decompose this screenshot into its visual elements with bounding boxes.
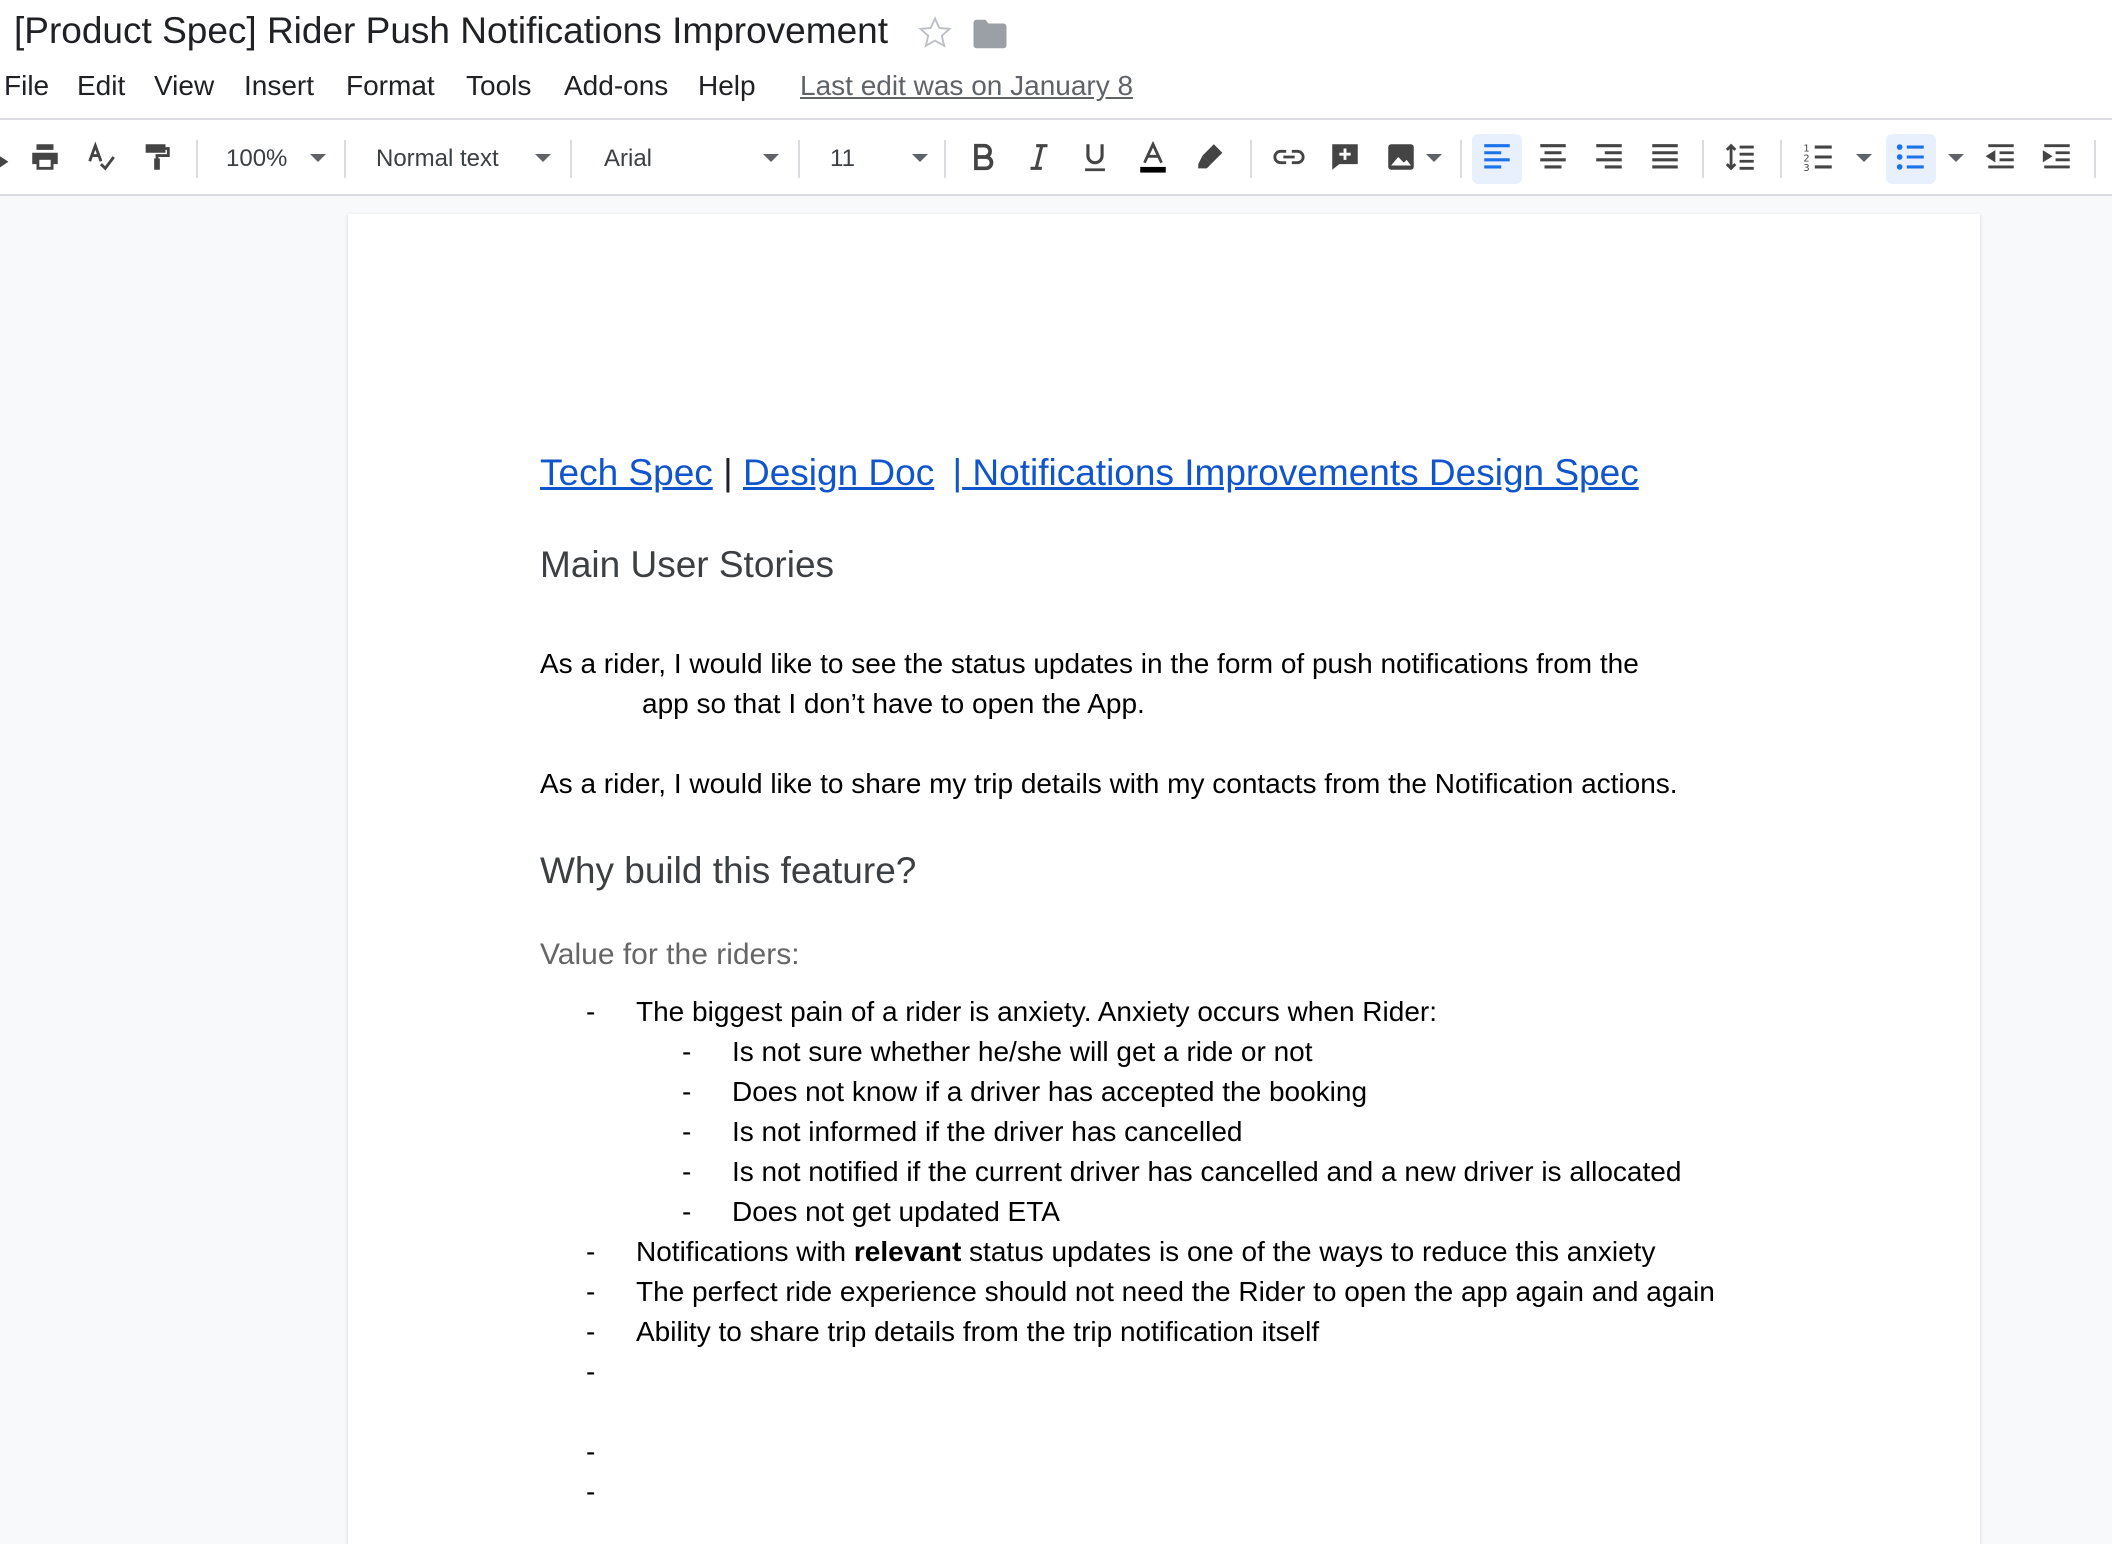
user-story-1-line-2: app so that I don’t have to open the App. [642,688,1145,719]
align-right-button[interactable] [1584,134,1634,184]
align-right-icon [1592,140,1626,179]
list-dash-empty: - [586,1476,596,1507]
align-left-button[interactable] [1472,134,1522,184]
numbered-list-button[interactable] [1794,134,1844,184]
toolbar [0,120,2112,196]
bold-relevant: relevant [853,1236,962,1267]
link-separator[interactable]: | [952,452,963,493]
justify-icon [1648,140,1682,179]
align-center-button[interactable] [1528,134,1578,184]
add-comment-button[interactable] [1320,134,1370,184]
bold-icon [966,140,1000,179]
notifications-design-spec-link[interactable]: Notifications Improvements Design Spec [962,452,1639,493]
list-dash-empty: - [586,1356,596,1387]
list-item [636,1236,1655,1268]
menu-help[interactable]: Help [698,70,756,101]
paint-format-icon [140,140,174,179]
increase-indent-button[interactable] [2032,134,2082,184]
toolbar-divider [798,140,800,178]
toolbar-divider [2094,140,2096,178]
toolbar-divider [570,140,572,178]
toolbar-divider [1460,140,1462,178]
list-item: Is not sure whether he/she will get a ride or not [732,1036,1313,1067]
heading-why-build: Why build this feature? [540,850,917,891]
menu-edit[interactable]: Edit [77,70,126,101]
toolbar-divider [1702,140,1704,178]
toolbar-divider [344,140,346,178]
line-spacing-icon [1724,140,1758,179]
zoom-value: 100% [226,145,288,172]
svg-text:3: 3 [1803,162,1810,174]
user-story-2: As a rider, I would like to share my trip details with my contacts from the Notification actions. [540,768,1678,799]
image-icon [1384,140,1418,179]
bold-button[interactable] [958,134,1008,184]
highlight-button[interactable] [1186,134,1236,184]
bulleted-list-button[interactable] [1886,134,1936,184]
highlight-icon [1194,140,1228,179]
list-dash: - [682,1156,692,1187]
chevron-down-icon [535,154,551,162]
list-item: Does not know if a driver has accepted the booking [732,1076,1368,1107]
text-color-icon [1136,140,1170,179]
last-edit-link[interactable]: Last edit was on January 8 [800,70,1134,101]
menu-view[interactable]: View [154,70,215,101]
list-item: Does not get updated ETA [732,1196,1060,1227]
underline-icon [1078,140,1112,179]
chevron-down-icon [1426,154,1442,162]
menu-format[interactable]: Format [346,70,435,101]
title-bar [0,0,2112,66]
increase-indent-icon [2040,140,2074,179]
paragraph-style-select[interactable] [376,134,556,184]
chevron-down-icon [1856,154,1872,162]
line-spacing-button[interactable] [1716,134,1766,184]
list-item: Ability to share trip details from the trip notification itself [636,1316,1320,1347]
list-item: Is not notified if the current driver has cancelled and a new driver is allocated [732,1156,1682,1187]
decrease-indent-icon [1984,140,2018,179]
print-icon [28,140,62,179]
list-dash-empty: - [586,1436,596,1467]
align-center-icon [1536,140,1570,179]
menu-bar [0,66,2112,120]
toolbar-divider [196,140,198,178]
related-docs-links [540,452,1639,494]
folder-icon[interactable] [972,18,1008,50]
insert-link-button[interactable] [1264,134,1314,184]
link-separator: | [723,452,733,493]
list-item: Is not informed if the driver has cancelled [732,1116,1243,1147]
list-item: The perfect ride experience should not need the Rider to open the app again and again [636,1276,1715,1307]
insert-image-button[interactable] [1376,134,1426,184]
font-value: Arial [604,145,653,172]
paint-format-button[interactable] [132,134,182,184]
menu-addons[interactable]: Add-ons [564,70,669,101]
font-size-value: 11 [830,145,855,172]
toolbar-divider [1250,140,1252,178]
decrease-indent-button[interactable] [1976,134,2026,184]
justify-button[interactable] [1640,134,1690,184]
chevron-down-icon [1948,154,1964,162]
list-dash: - [586,1276,596,1307]
svg-text:1: 1 [1803,142,1810,154]
list-item-text: Notifications with [636,1236,854,1267]
print-button[interactable] [20,134,70,184]
list-item: The biggest pain of a rider is anxiety. Anxiety occurs when Rider: [636,996,1437,1027]
underline-button[interactable] [1070,134,1120,184]
numbered-list-icon [1802,140,1836,179]
menu-insert[interactable]: Insert [244,70,315,101]
heading-main-user-stories: Main User Stories [540,544,835,585]
list-dash: - [586,1316,596,1347]
subheading-value-for-riders: Value for the riders: [540,938,800,971]
star-icon[interactable] [916,14,954,52]
bulleted-list-icon [1894,140,1928,179]
chevron-down-icon [912,154,928,162]
list-dash: - [586,996,596,1027]
document-page[interactable] [348,214,1980,1544]
font-select[interactable] [604,134,784,184]
paragraph-style-value: Normal text [376,145,499,172]
user-story-1-line-1: As a rider, I would like to see the status updates in the form of push notifications from the [540,648,1639,679]
list-dash: - [682,1036,692,1067]
italic-button[interactable] [1014,134,1064,184]
svg-text:2: 2 [1803,152,1810,164]
toolbar-divider [944,140,946,178]
link-icon [1272,140,1306,179]
list-item-text: status updates is one of the ways to reduce this anxiety [961,1236,1656,1267]
comment-icon [1328,140,1362,179]
menu-file[interactable]: File [4,70,50,101]
list-dash: - [682,1196,692,1227]
text-color-button[interactable] [1128,134,1178,184]
list-dash: - [586,1236,596,1267]
document-title[interactable]: [Product Spec] Rider Push Notifications Improvement [14,10,888,51]
list-dash: - [682,1076,692,1107]
design-doc-link[interactable]: Design Doc [742,452,935,493]
undo-redo-edge[interactable] [0,134,14,184]
spellcheck-icon [84,140,118,179]
tech-spec-link[interactable]: Tech Spec [540,452,713,493]
italic-icon [1022,140,1056,179]
toolbar-divider [1780,140,1782,178]
menu-tools[interactable]: Tools [466,70,532,101]
list-dash: - [682,1116,692,1147]
align-left-icon [1480,140,1514,179]
spellcheck-button[interactable] [76,134,126,184]
chevron-down-icon [763,154,779,162]
chevron-down-icon [310,154,326,162]
